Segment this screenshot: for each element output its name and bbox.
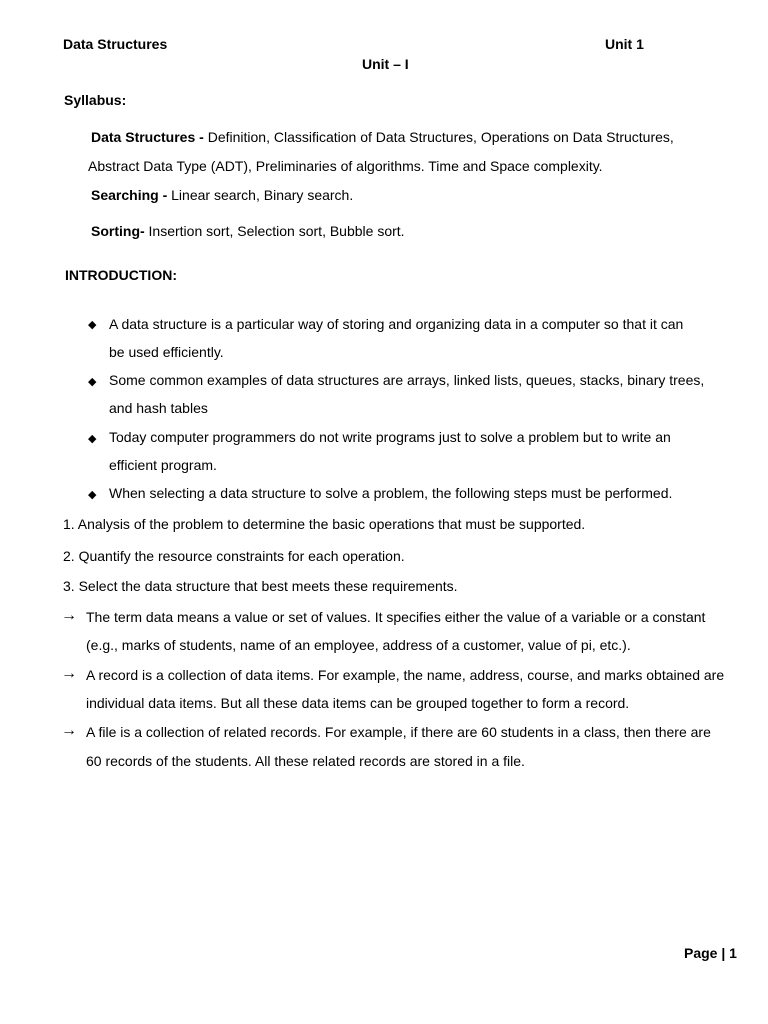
- step-2: 2. Quantify the resource constraints for each operation.: [63, 548, 405, 564]
- header-course-title: Data Structures: [63, 36, 168, 52]
- bullet-diamond-icon: ◆: [88, 433, 97, 445]
- arrow-item-3-line1: A file is a collection of related records. For example, if there are 60 students in a class, then there are: [86, 724, 711, 740]
- bullet-diamond-icon: ◆: [88, 489, 97, 501]
- arrow-right-icon: →: [61, 665, 77, 682]
- step-3: 3. Select the data structure that best meets these requirements.: [63, 578, 458, 594]
- header-unit-label: Unit 1: [605, 36, 644, 52]
- unit-title: Unit – I: [362, 56, 409, 72]
- bullet-item-2-line2: and hash tables: [109, 400, 208, 416]
- syllabus-sorting-text: Insertion sort, Selection sort, Bubble sort.: [144, 223, 405, 239]
- syllabus-data-structures-label: Data Structures -: [91, 129, 204, 145]
- bullet-item-3-line2: efficient program.: [109, 457, 217, 473]
- bullet-diamond-icon: ◆: [88, 376, 97, 388]
- arrow-right-icon: →: [61, 607, 77, 624]
- syllabus-searching-label: Searching -: [91, 187, 168, 203]
- arrow-item-3-line2: 60 records of the students. All these related records are stored in a file.: [86, 753, 525, 769]
- syllabus-sorting-label: Sorting-: [91, 223, 145, 239]
- syllabus-searching-line: [91, 187, 353, 203]
- syllabus-heading: Syllabus:: [64, 92, 127, 108]
- arrow-item-2-line2: individual data items. But all these data items can be grouped together to form a record.: [86, 695, 630, 711]
- syllabus-data-structures-line: [91, 129, 674, 145]
- bullet-item-4-line1: When selecting a data structure to solve a problem, the following steps must be performed.: [109, 485, 673, 501]
- syllabus-data-structures-text: Definition, Classification of Data Structures, Operations on Data Structures,: [203, 129, 674, 145]
- arrow-item-1-line1: The term data means a value or set of values. It specifies either the value of a variable or a constant: [86, 609, 706, 625]
- bullet-item-3-line1: Today computer programmers do not write programs just to solve a problem but to write an: [109, 429, 671, 445]
- step-1: 1. Analysis of the problem to determine the basic operations that must be supported.: [63, 516, 586, 532]
- syllabus-data-structures-continuation: Abstract Data Type (ADT), Preliminaries of algorithms. Time and Space complexity.: [88, 158, 603, 174]
- bullet-item-1-line1: A data structure is a particular way of storing and organizing data in a computer so that it can: [109, 316, 684, 332]
- bullet-diamond-icon: ◆: [88, 319, 97, 331]
- syllabus-sorting-line: [91, 223, 405, 239]
- bullet-item-1-line2: be used efficiently.: [109, 344, 224, 360]
- bullet-item-2-line1: Some common examples of data structures are arrays, linked lists, queues, stacks, binary trees,: [109, 372, 705, 388]
- page-number: Page | 1: [684, 945, 737, 961]
- arrow-right-icon: →: [61, 722, 77, 739]
- syllabus-searching-text: Linear search, Binary search.: [167, 187, 354, 203]
- arrow-item-1-line2: (e.g., marks of students, name of an employee, address of a customer, value of pi, etc.).: [86, 637, 631, 653]
- arrow-item-2-line1: A record is a collection of data items. For example, the name, address, course, and marks obtained are: [86, 667, 725, 683]
- introduction-heading: INTRODUCTION:: [65, 267, 177, 283]
